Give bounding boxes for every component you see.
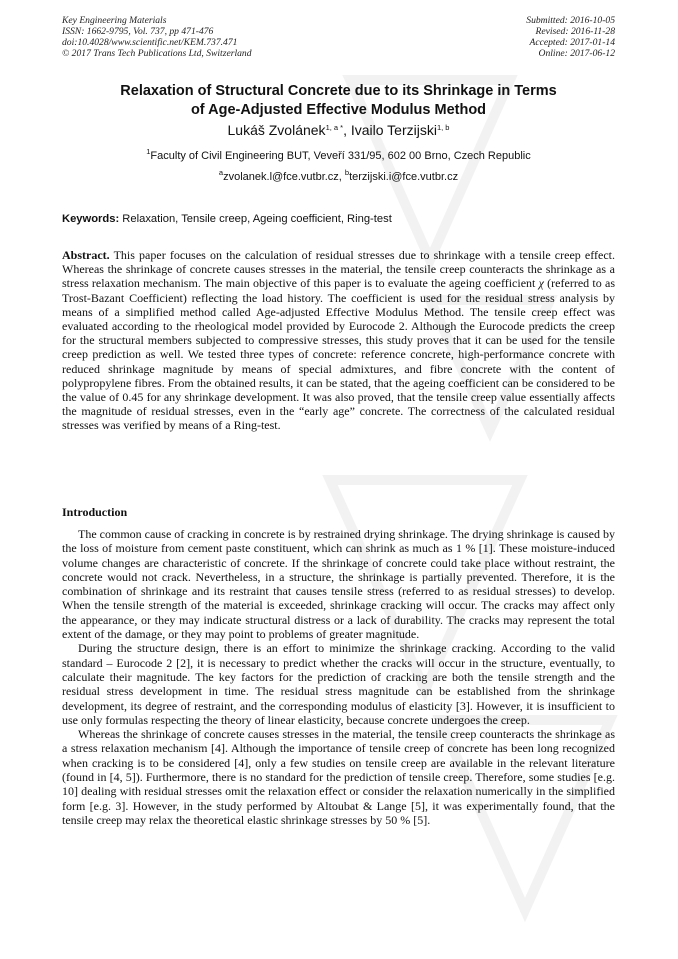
section-heading: Introduction: [62, 505, 128, 519]
author-marker: 1, a *: [325, 123, 344, 132]
affiliation-marker: 1: [146, 147, 151, 156]
email-link[interactable]: zvolanek.l@fce.vutbr.cz,: [223, 171, 345, 183]
introduction-body: [62, 527, 615, 827]
affiliation-text: Faculty of Civil Engineering BUT, Veveří 331/95, 602 00 Brno, Czech Republic: [150, 150, 531, 162]
email-marker: b: [344, 168, 350, 177]
abstract-text: This paper focuses on the calculation of residual stresses due to shrinkage with a tensile creep effect. Whereas the shrinkage of concrete causes stresses in the material, the tensile creep counteracts the shrinkage as a stress relaxation mechanism. The main objective of this paper is to evaluate the ageing coefficient: [62, 248, 615, 291]
ageing-coefficient-symbol: χ: [538, 276, 544, 291]
title-line-1: Relaxation of Structural Concrete due to its Shrinkage in Terms: [120, 83, 557, 99]
email-marker: a: [218, 168, 224, 177]
author-marker: 1, b: [436, 123, 450, 132]
date-revised: Revised: 2016-11-28: [535, 26, 615, 37]
keywords-text: Relaxation, Tensile creep, Ageing coefficient, Ring-test: [119, 213, 392, 225]
publication-dates: [526, 15, 615, 59]
journal-name: Key Engineering Materials: [62, 15, 167, 26]
date-accepted: Accepted: 2017-01-14: [529, 37, 615, 48]
author-list: [62, 122, 615, 138]
paragraph: Whereas the shrinkage of concrete causes stresses in the material, the tensile creep counteracts the shrinkage as a stress relaxation mechanism [4]. Although the importance of tensile creep of concrete has been long recognized when cracking is to be considered [4], only a few studies on tensile creep are available in the relevant literature (found in [4, 5]). Furthermore, there is no standard for the prediction of tensile creep. Therefore, some studies [e.g. 10] dealing with residual stresses omit the relaxation effect or consider the relaxation numerically in the simplified form [e.g. 3]. However, in the study performed by Altoubat & Lange [5], it was experimentally found, that the tensile creep may relax the theoretical elastic shrinkage stresses by 50 % [5].: [62, 727, 615, 827]
email-link[interactable]: terzijski.i@fce.vutbr.cz: [349, 171, 459, 183]
author-emails: [62, 168, 615, 183]
affiliation: [62, 147, 615, 162]
paragraph: The common cause of cracking in concrete is by restrained drying shrinkage. The drying shrinkage is caused by the loss of moisture from cement paste constituent, which can shrink as much as 1 % [1]. These moisture-induced volume changes are characteristic of concrete. If the shrinkage of concrete could take place without restraint, the concrete would not crack. Nevertheless, in a structure, the shrinkage is partially prevented. Therefore, it is the combination of shrinkage and its restraint that causes tensile stress (referred to as residual stresses) to develop. When the tensile strength of the material is exceeded, shrinkage cracking will occur. The cracks may affect only the appearance, or they may indicate structural distress or a lack of durability. The cracks may represent the total extent of the damage, or they may point to problems of greater magnitude.: [62, 527, 615, 642]
author-name: Lukáš Zvolánek: [227, 122, 326, 138]
journal-info: [62, 15, 252, 59]
title-line-2: of Age-Adjusted Effective Modulus Method: [190, 102, 487, 118]
date-submitted: Submitted: 2016-10-05: [526, 15, 615, 26]
keywords-label: Keywords:: [62, 213, 120, 225]
paragraph: During the structure design, there is an effort to minimize the shrinkage cracking. According to the valid standard – Eurocode 2 [2], it is necessary to predict whether the cracks will occur in the structure, eventually, to calculate their magnitude. The key factors for the prediction of cracking are both the tensile strength and the residual stress development in time. The residual stress magnitude can be established from the shrinkage development, its degree of restraint, and the corresponding modulus of elasticity [3]. However, it is insufficient to use only formulas respecting the theory of linear elasticity, because concrete undergoes the creep.: [62, 641, 615, 727]
paper-title: [62, 82, 615, 120]
abstract-label: Abstract.: [62, 248, 110, 262]
author-name: Ivailo Terzijski: [350, 122, 437, 138]
journal-copyright: © 2017 Trans Tech Publications Ltd, Switzerland: [62, 48, 252, 59]
abstract: [62, 248, 615, 433]
date-online: Online: 2017-06-12: [538, 48, 615, 59]
journal-issn: ISSN: 1662-9795, Vol. 737, pp 471-476: [62, 26, 214, 37]
author-separator: ,: [343, 122, 351, 138]
keywords: [62, 213, 615, 225]
abstract-text: (referred to as Trost-Bazant Coefficient) reflecting the load history. The coefficient is used for the residual stress analysis by means of a simplified method called Age-adjusted Effective Modulus Method. The tensile creep effect was evaluated according to the rheological model provided by Eurocode 2. Although the Eurocode predicts the creep for the structural members subjected to compressive stresses, this study proves that it can be used for the tensile creep prediction as well. We tested three types of concrete: reference concrete, high-performance concrete with reduced shrinkage magnitude by means of special admixtures, and fibre concrete with the content of polypropylene fibres. From the obtained results, it can be stated, that the ageing coefficient can be considered to be the value of 0.45 for any shrinkage development. It was also proved, that the tensile creep value essentially affects the magnitude of residual stresses, even in the “early age” concrete. The correctness of the calculated residual stresses was verified by means of a Ring-test.: [62, 276, 615, 433]
journal-doi: doi:10.4028/www.scientific.net/KEM.737.471: [62, 37, 238, 48]
